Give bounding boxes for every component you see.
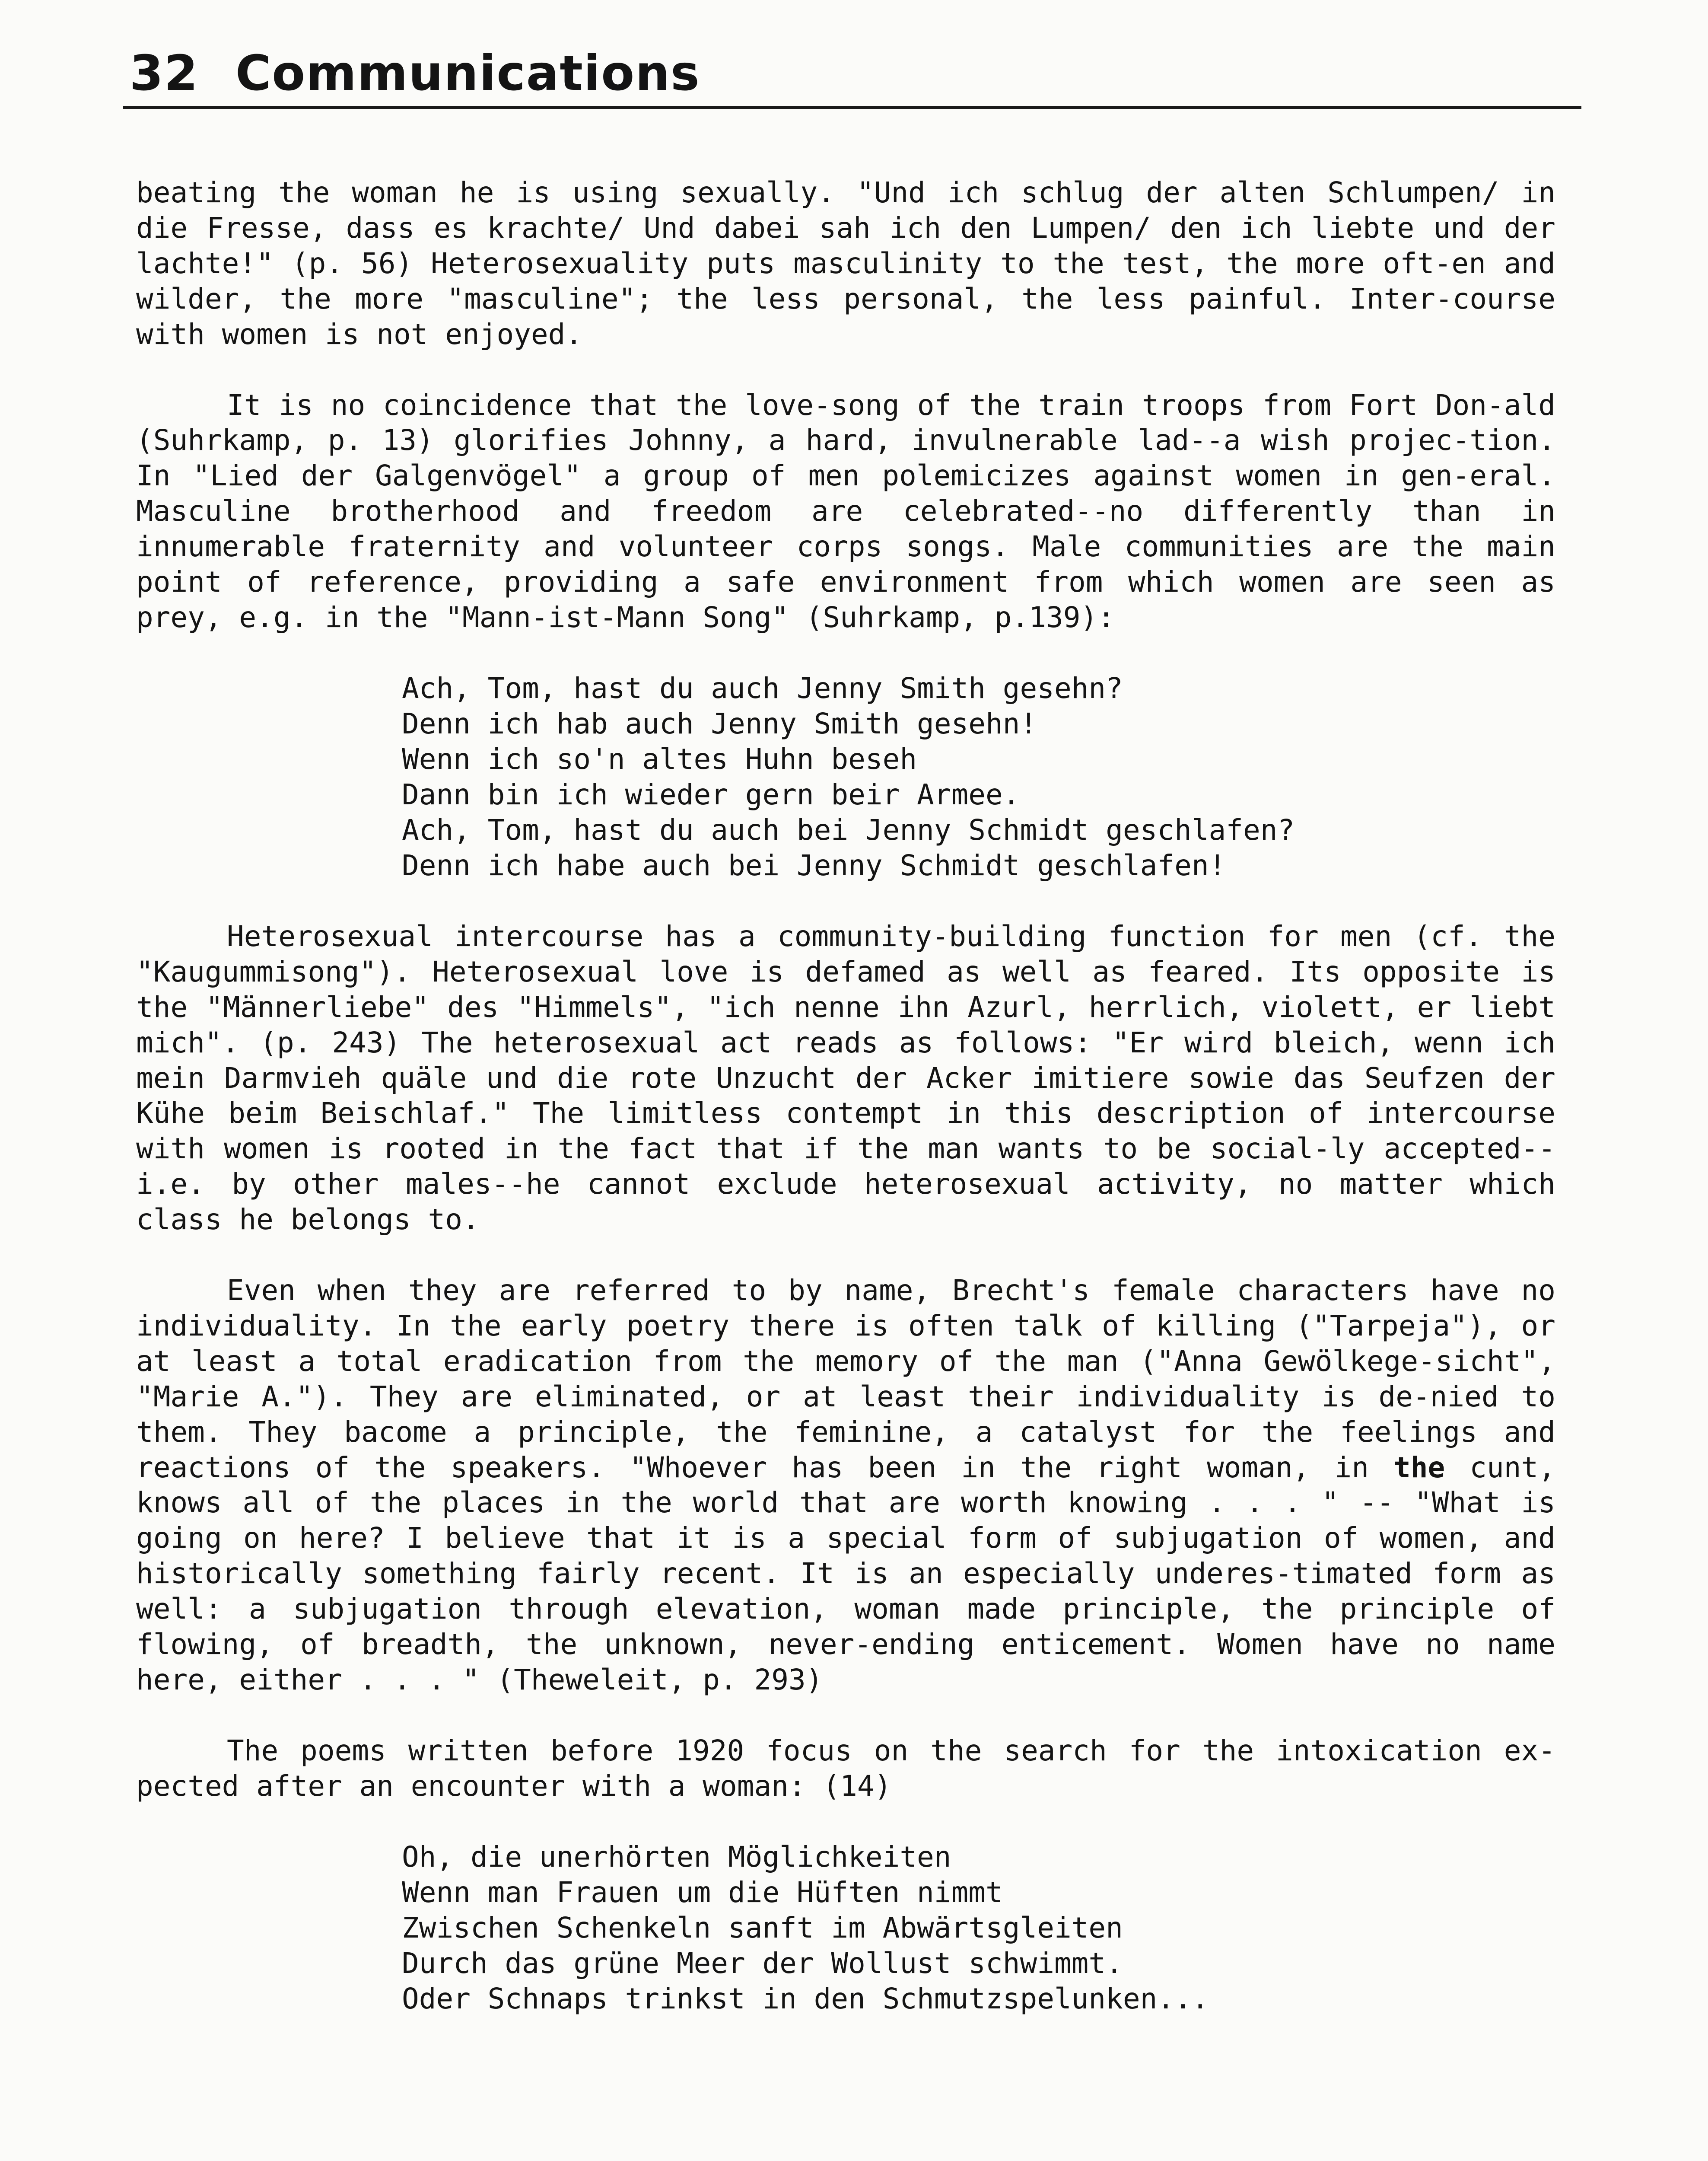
paragraph-5: The poems written before 1920 focus on the search for the intoxication ex-pected after an encounter with a woman: (14)	[136, 1734, 1555, 1803]
verse-line: Dann bin ich wieder gern beir Armee.	[402, 778, 1020, 811]
paragraph-3: Heterosexual intercourse has a community-building function for men (cf. the "Kaugummisong"). Heterosexual love is defamed as well as feared. Its opposite is the "Männerliebe" des "Himmels", "ich nenne ihn Azurl, herrlich, violett, er liebt mich". (p. 243) The heterosexual act reads as follows: "Er wird bleich, wenn ich mein Darmvieh quäle und die rote Unzucht der Acker imitiere sowie das Seufzen der Kühe beim Beischlaf." The limitless contempt in this description of intercourse with women is rooted in the fact that if the man wants to be social-ly accepted--i.e. by other males--he cannot exclude heterosexual activity, no matter which class he belongs to.	[136, 919, 1555, 1237]
verse-line: Durch das grüne Meer der Wollust schwimmt.	[402, 1946, 1123, 1980]
verse-line: Denn ich habe auch bei Jenny Schmidt geschlafen!	[402, 848, 1226, 882]
article-body	[136, 175, 1555, 2052]
paragraph-4-text-end: cunt, knows all of the places in the world that are worth knowing . . . " -- "What is going on here? I believe that it is a special form of subjugation of women, and historically something fairly recent. It is an especially underes-timated form as well: a subjugation through elevation, woman made principle, the principle of flowing, of breadth, the unknown, never-ending enticement. Women have no name here, either . . . " (Theweleit, p. 293)	[136, 1450, 1555, 1696]
paragraph-4	[136, 1273, 1555, 1698]
bold-word: the	[1393, 1450, 1445, 1484]
paragraph-4-text-start: Even when they are referred to by name, Brecht's female characters have no individuality. In the early poetry there is often talk of killing ("Tarpeja"), or at least a total eradication from the memory of the man ("Anna Gewölkege-sicht", "Marie A."). They are eliminated, or at least their individuality is de-nied to them. They bacome a principle, the feminine, a catalyst for the feelings and reactions of the speakers. "Whoever has been in the right woman, in	[136, 1274, 1555, 1484]
verse-line: Wenn man Frauen um die Hüften nimmt	[402, 1875, 1003, 1909]
verse-line: Wenn ich so'n altes Huhn beseh	[402, 742, 917, 776]
page-number: 32	[130, 45, 199, 102]
page-title: Communications	[235, 45, 700, 102]
page-header	[123, 41, 1581, 109]
paragraph-2: It is no coincidence that the love-song of the train troops from Fort Don-ald (Suhrkamp, p. 13) glorifies Johnny, a hard, invulnerable lad--a wish projec-tion. In "Lied der Galgenvögel" a group of men polemicizes against women in gen-eral. Masculine brotherhood and freedom are celebrated--no differently than in innumerable fraternity and volunteer corps songs. Male communities are the main point of reference, providing a safe environment from which women are seen as prey, e.g. in the "Mann-ist-Mann Song" (Suhrkamp, p.139):	[136, 388, 1555, 634]
verse-line: Denn ich hab auch Jenny Smith gesehn!	[402, 707, 1037, 740]
verse-line: Oder Schnaps trinkst in den Schmutzspelunken...	[402, 1982, 1209, 2015]
verse-line: Ach, Tom, hast du auch Jenny Smith gesehn?	[402, 671, 1123, 705]
verse-block-2	[136, 1839, 1555, 2017]
verse-line: Ach, Tom, hast du auch bei Jenny Schmidt geschlafen?	[402, 813, 1295, 847]
verse-line: Zwischen Schenkeln sanft im Abwärtsgleiten	[402, 1911, 1123, 1944]
paragraph-1: beating the woman he is using sexually. "Und ich schlug der alten Schlumpen/ in die Fresse, dass es krachte/ Und dabei sah ich den Lumpen/ den ich liebte und der lachte!" (p. 56) Heterosexuality puts masculinity to the test, the more oft-en and wilder, the more "masculine"; the less personal, the less painful. Inter-course with women is not enjoyed.	[136, 176, 1555, 351]
verse-line: Oh, die unerhörten Möglichkeiten	[402, 1840, 951, 1874]
verse-block-1	[136, 671, 1555, 883]
